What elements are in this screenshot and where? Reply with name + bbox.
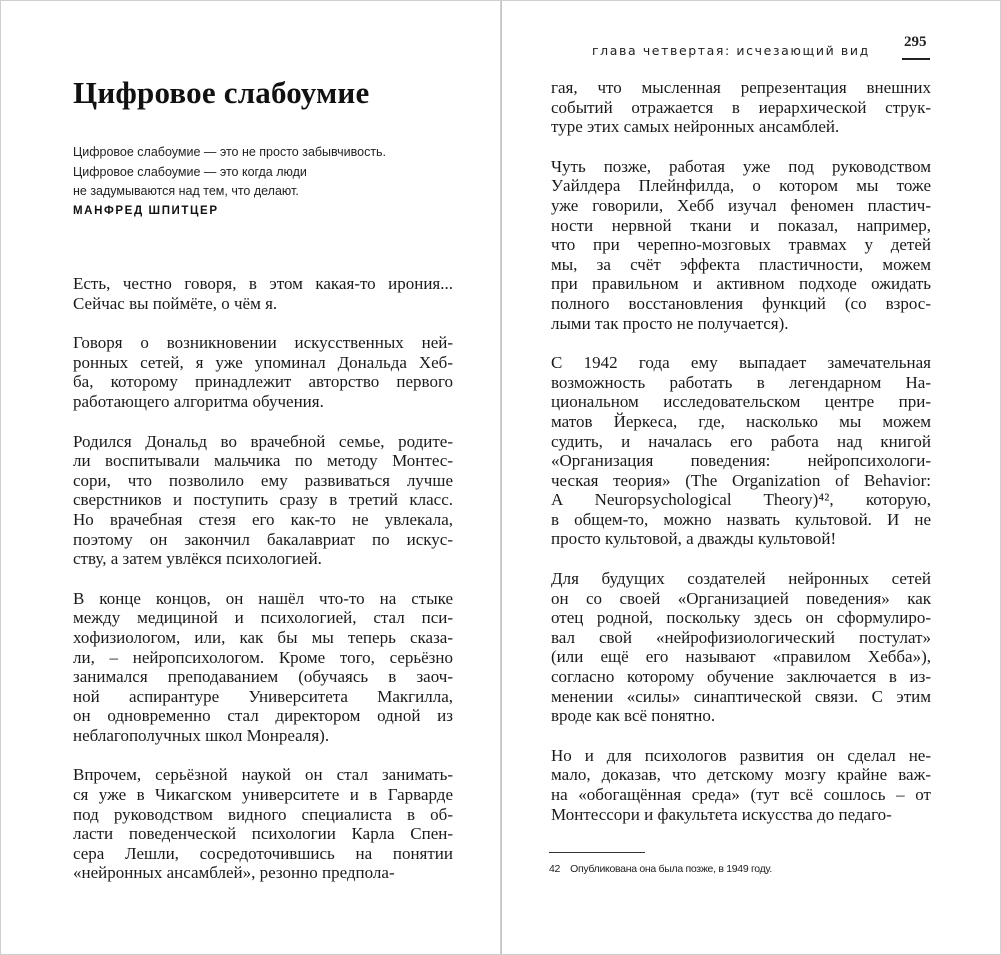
text-line: мало, доказав, что детскому мозгу крайне важ- [551,765,931,785]
text-line: Для будущих создателей нейронных сетей [551,569,931,589]
text-line: сера Лешли, сосредоточившись на понятии [73,843,453,863]
text-line: ности нервной ткани и показал, например, [551,215,931,235]
text-line: ся уже в Чикагском университете и в Гарварде [73,785,453,805]
text-line: Но и для психологов развития он сделал не- [551,745,931,765]
text-line: между медициной и психологией, стал пси- [73,608,453,628]
right-body-text [551,78,931,844]
footnote-divider [549,852,645,853]
text-line: вроде как всё понятно. [551,706,716,726]
footnote-number: 42 [549,863,561,875]
page-number-rule [902,58,930,60]
text-line: согласно которому обучение заключается в из- [551,667,931,687]
text-line: ли воспитывали мальчика по методу Монтес- [73,451,453,471]
text-line: Впрочем, серьёзной наукой он стал занимать- [73,765,453,785]
text-line: «нейронных ансамблей», резонно предпола- [73,863,395,883]
text-line: Монтессори и факультета искусства до педаго- [551,804,892,824]
text-line: лыми так просто не получается). [551,313,789,333]
text-line: ству, а затем увлёкся психологией. [73,549,322,569]
epigraph-line: Цифровое слабоумие — это не просто забывчивость. [73,145,387,159]
right-page [502,1,1001,955]
footnote-text: Опубликована она была позже, в 1949 году. [570,863,772,875]
text-line: С 1942 года ему выпадает замечательная [551,353,931,373]
paragraph [551,569,931,726]
text-line: Родился Дональд во врачебной семье, родите- [73,431,453,451]
text-line: занимался преподаванием (обучаясь в заоч- [73,667,453,687]
text-line: туре этих самых нейронных ансамблей. [551,117,840,137]
text-line: ба, которому принадлежит авторство первого [73,372,453,392]
text-line: В конце концов, он нашёл что-то на стыке [73,588,453,608]
text-line: гая, что мысленная репрезентация внешних [551,78,931,97]
text-line: под руководством видного специалиста в об- [73,804,453,824]
epigraph [73,143,453,221]
text-line: A Neuropsychological Theory)⁴², которую, [551,490,931,510]
paragraph [73,765,453,883]
page-number: 295 [904,34,927,50]
text-line: Говоря о возникновении искусственных ней- [73,333,453,353]
text-line: возможность работать в легендарном На- [551,372,931,392]
paragraph [551,746,931,824]
footnote [549,863,772,875]
paragraph [73,432,453,569]
epigraph-line: не задумываются над тем, что делают. [73,184,299,199]
text-line: полного восстановления функций (со взрос- [551,293,931,313]
text-line: поэтому он закончил бакалавриат по искус- [73,529,453,549]
text-line: (или ещё его называют «правилом Хебба»), [551,647,931,667]
text-line: просто культовой, а дважды культовой! [551,529,837,549]
left-body-text [73,274,453,903]
paragraph [551,157,931,333]
paragraph [73,333,453,411]
text-line: Но врачебная стезя его как-то не увлекала, [73,509,453,529]
running-head: глава четвертая: исчезающий вид [592,43,870,58]
epigraph-line: Цифровое слабоумие — это когда люди [73,164,307,179]
text-line: менении «силы» синаптической связи. С этим [551,686,931,706]
text-line: сверстников и поступить сразу в третий класс. [73,490,453,510]
text-line: вал свой «нейрофизиологический постулат» [551,627,931,647]
text-line: ческая теория» (The Organization of Behavior: [551,470,931,490]
text-line: судить, и началась его работа над книгой [551,431,931,451]
paragraph [73,589,453,746]
text-line: Уайлдера Плейнфилда, о котором мы тоже [551,176,931,196]
text-line: в общем-то, можно назвать культовой. И не [551,509,931,529]
text-line: неблагополучных школ Монреаля). [73,725,330,745]
chapter-section-title: Цифровое слабоумие [73,75,370,110]
text-line: он со своей «Организацией поведения» как [551,588,931,608]
text-line: сори, что позволило ему развиваться лучше [73,470,453,490]
text-line: уже говорили, Хебб изучал феномен пластич- [551,195,931,215]
text-line: Есть, честно говоря, в этом какая-то ирония... [73,274,453,293]
epigraph-author: МАНФРЕД ШПИТЦЕР [73,204,219,217]
text-line: циональном исследовательском центре при- [551,392,931,412]
text-line: отец родной, поскольку здесь он сформулиро- [551,608,931,628]
text-line: Сейчас вы поймёте, о чём я. [73,293,278,313]
text-line: работающего алгоритма обучения. [73,391,324,411]
paragraph [73,274,453,313]
text-line: что при черепно-мозговых травмах у детей [551,235,931,255]
text-line: матов Йеркеса, где, насколько мы можем [551,411,931,431]
text-line: при правильном и активном подходе ожидать [551,274,931,294]
text-line: Чуть позже, работая уже под руководством [551,156,931,176]
paragraph [551,78,931,137]
text-line: на «обогащённая среда» (тут всё сошлось – от [551,785,931,804]
text-line: событий отражается в иерархической струк- [551,97,931,117]
text-line: «Организация поведения: нейропсихологи- [551,451,931,471]
text-line: ласти поведенческой психологии Карла Спен- [73,824,453,844]
text-line: ли, – нейропсихологом. Кроме того, серьёзно [73,647,453,667]
text-line: хофизиологом, или, как бы мы теперь сказа- [73,627,453,647]
text-line: ронных сетей, я уже упоминал Дональда Хеб- [73,352,453,372]
paragraph [551,353,931,549]
text-line: он одновременно стал директором одной из [73,706,453,726]
text-line: ной аспирантуре Университета Макгилла, [73,686,453,706]
left-page [1,1,501,955]
text-line: мы, за счёт эффекта пластичности, можем [551,254,931,274]
